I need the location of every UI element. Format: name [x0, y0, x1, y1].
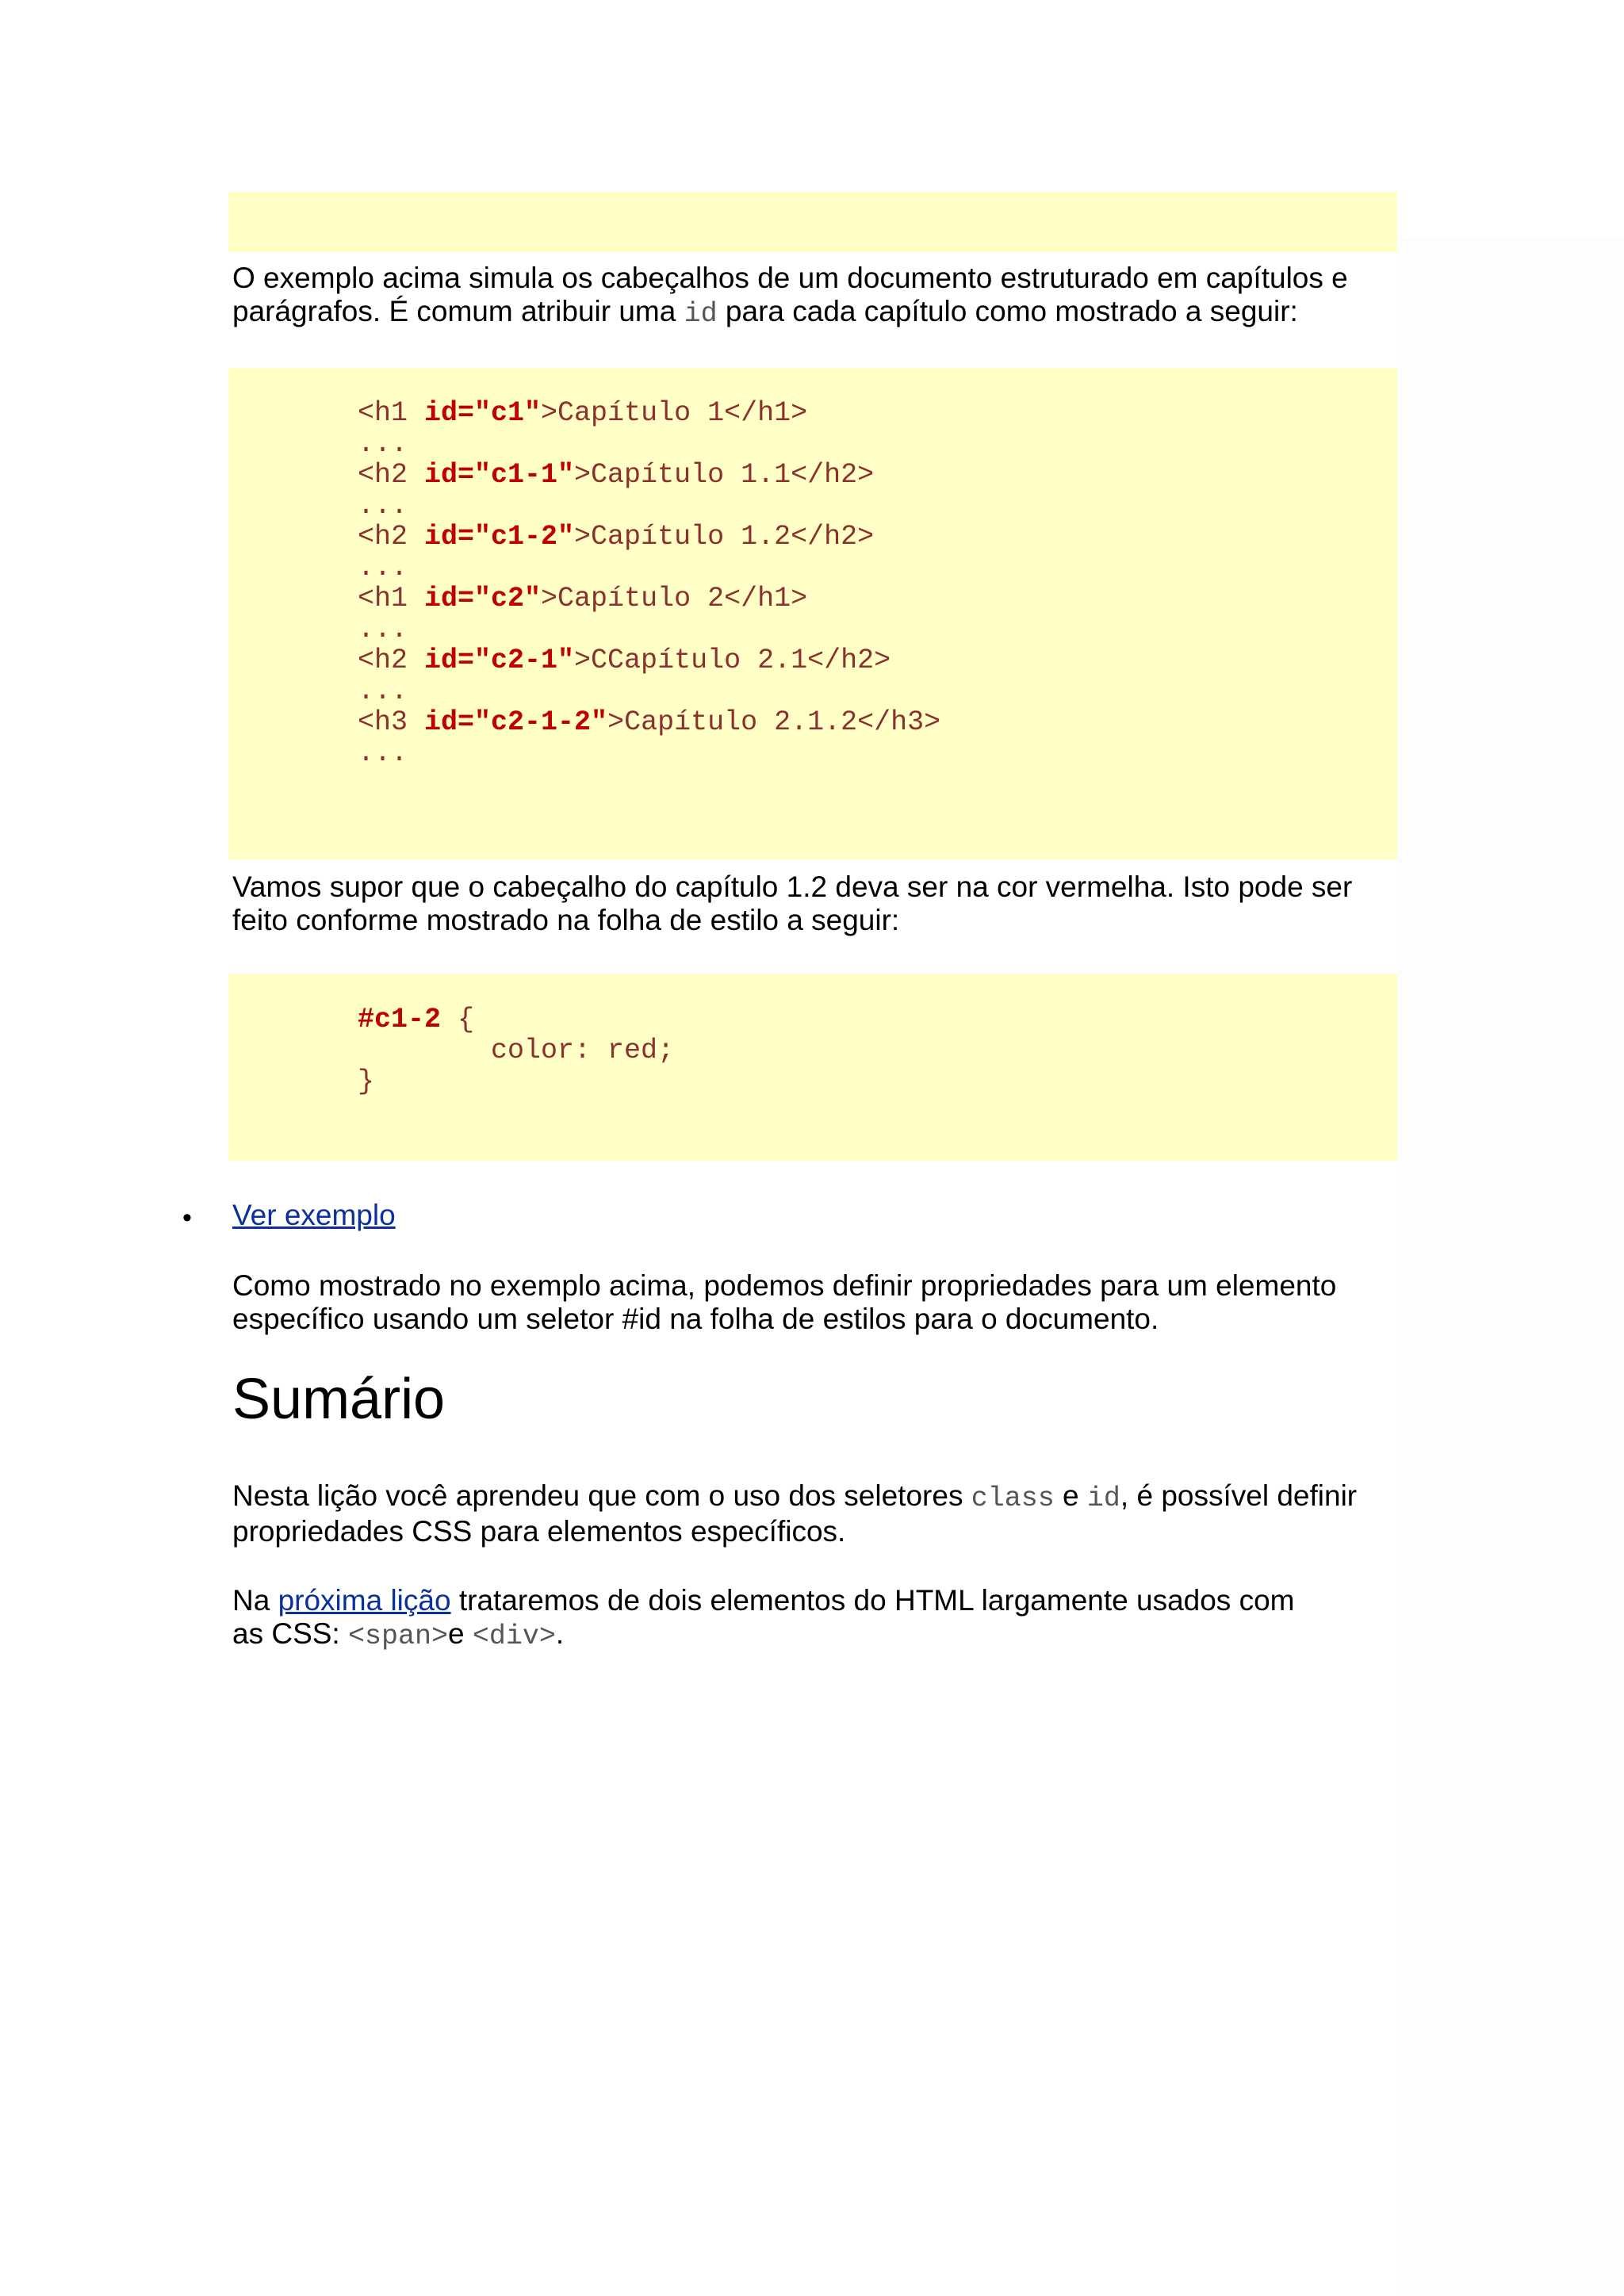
example-link-line	[232, 1199, 1406, 1232]
code-line: ...	[358, 428, 408, 460]
css-close-brace: }	[358, 1066, 375, 1097]
code-line: ...	[358, 737, 408, 769]
inline-code-span: <span>	[348, 1621, 449, 1652]
code-tag-rest: >Capítulo 1.1</h2>	[574, 459, 875, 491]
code-tag-open: <h2	[358, 645, 425, 676]
code-line: ...	[358, 614, 408, 645]
code-line	[358, 398, 940, 429]
color-paragraph: Vamos supor que o cabeçalho do capítulo 1.2 deva ser na cor vermelha. Isto pode ser feito conforme mostrado na folha de estilo a seguir:	[232, 871, 1353, 936]
code-id-attribute: id="c1"	[424, 397, 542, 429]
code-tag-rest: >CCapítulo 2.1</h2>	[574, 645, 891, 676]
summary-text-c: , é possível definir propriedades CSS para elementos específicos.	[232, 1479, 1358, 1548]
code-line: ...	[358, 490, 408, 522]
intro-text-part2: para cada capítulo como mostrado a seguir:	[717, 295, 1298, 327]
next-lesson-paragraph	[232, 1584, 1311, 1653]
code-tag-open: <h1	[358, 583, 425, 614]
css-property: color: red;	[491, 1035, 675, 1066]
code-line	[358, 584, 940, 614]
code-id-attribute: id="c2-1-2"	[424, 706, 608, 738]
next-text-b: trataremos de dois elementos do HTML largamente usados com as CSS:	[232, 1584, 1295, 1650]
code-tag-open: <h2	[358, 521, 425, 553]
code-tag-rest: >Capítulo 2.1.2</h3>	[607, 706, 941, 738]
bullet-icon: •	[182, 1203, 192, 1233]
ver-exemplo-link[interactable]: Ver exemplo	[232, 1199, 396, 1231]
code-tag-open: <h3	[358, 706, 425, 738]
code-tag-rest: >Capítulo 1</h1>	[541, 397, 808, 429]
code-line: ...	[358, 552, 408, 584]
next-text-d: .	[555, 1617, 565, 1650]
summary-paragraph	[232, 1479, 1382, 1548]
code-id-attribute: id="c2"	[424, 583, 542, 614]
intro-text-part1: O exemplo acima simula os cabeçalhos de um documento estruturado em capítulos e parágrafos. É comum atribuir uma	[232, 262, 1348, 327]
code-tag-rest: >Capítulo 2</h1>	[541, 583, 808, 614]
summary-title: Sumário	[232, 1368, 446, 1431]
inline-code-id: id	[684, 298, 718, 330]
css-open-brace: {	[441, 1004, 475, 1035]
code-tag-rest: >Capítulo 1.2</h2>	[574, 521, 875, 553]
page-margin	[1397, 238, 1624, 2296]
code-id-attribute: id="c1-2"	[424, 521, 575, 553]
code-line	[358, 522, 940, 553]
summary-text-a: Nesta lição você aprendeu que com o uso dos seletores	[232, 1479, 971, 1512]
intro-paragraph	[232, 262, 1406, 331]
code-tag-open: <h1	[358, 397, 425, 429]
code-line	[358, 460, 940, 491]
code-id-attribute: id="c1-1"	[424, 459, 575, 491]
inline-code-class: class	[971, 1483, 1055, 1514]
code-headings	[358, 398, 940, 769]
css-selector: #c1-2	[358, 1004, 442, 1035]
summary-text-b: e	[1054, 1479, 1087, 1512]
proxima-licao-link[interactable]: próxima lição	[278, 1584, 451, 1617]
code-css	[358, 1004, 674, 1097]
code-block-top	[228, 192, 1397, 252]
inline-code-id-summary: id	[1086, 1483, 1120, 1514]
code-line	[358, 707, 940, 738]
next-text-c: e	[448, 1617, 473, 1650]
next-text-a: Na	[232, 1584, 278, 1617]
code-line	[358, 645, 940, 676]
inline-code-div: <div>	[472, 1621, 556, 1652]
conclusion-paragraph: Como mostrado no exemplo acima, podemos definir propriedades para um elemento específico usando um seletor #id na folha de estilos para o documento.	[232, 1269, 1337, 1335]
code-id-attribute: id="c2-1"	[424, 645, 575, 676]
code-tag-open: <h2	[358, 459, 425, 491]
code-line: ...	[358, 675, 408, 707]
